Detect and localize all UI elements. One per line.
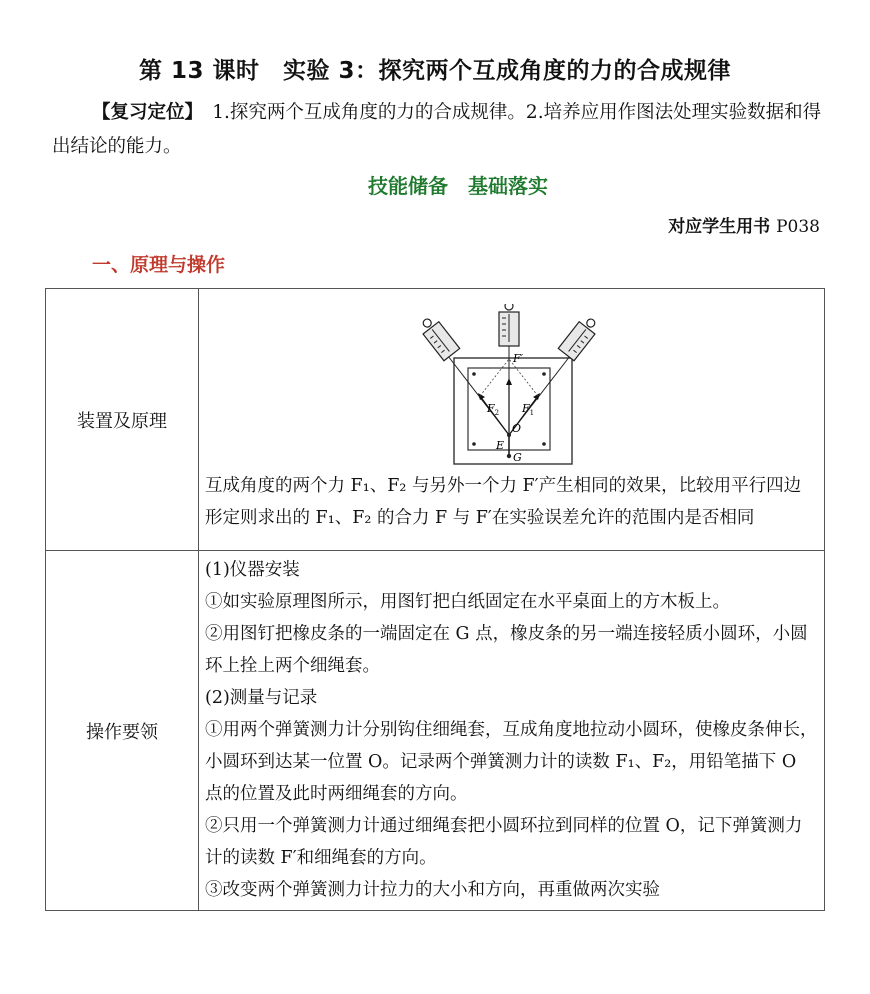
operation-line: ②只用一个弹簧测力计通过细绳套把小圆环拉到同样的位置 O，记下弹簧测力计的读数 F′和细绳套的方向。 [205,815,803,868]
page-title: 第 13 课时 实验 3：探究两个互成角度的力的合成规律 [138,58,732,84]
row-label-apparatus: 装置及原理 [46,289,199,551]
label-f2-sub: 2 [494,408,499,417]
label-f2: F [486,401,495,415]
table-row [46,289,825,551]
label-f1-sub: 1 [529,408,534,417]
operation-line: ①用两个弹簧测力计分别钩住细绳套，互成角度地拉动小圆环，使橡皮条伸长，小圆环到达某一位置 O。记录两个弹簧测力计的读数 F₁、F₂，用铅笔描下 O 点的位置及此时两细绳套的方向。 [205,719,818,804]
spring-scale-top [499,304,519,346]
operation-cell [199,551,825,911]
review-positioning [52,96,824,164]
label-o: O [511,421,521,435]
label-f-prime: F′ [512,351,523,365]
experiment-diagram [412,304,612,470]
point-g [506,453,510,457]
operation-line: ①如实验原理图所示，用图钉把白纸固定在水平桌面上的方木板上。 [205,591,730,612]
review-text: 1.探究两个互成角度的力的合成规律。2.培养应用作图法处理实验数据和得出结论的能力。 [52,102,822,157]
spring-scale-right [558,313,601,360]
label-f1: F [521,401,530,415]
table-row [46,551,825,911]
section-title: 技能储备 基础落实 [368,174,548,198]
principle-text: 互成角度的两个力 F₁、F₂ 与另外一个力 F′产生相同的效果，比较用平行四边形定则求出的 F₁、F₂ 的合力 F 与 F′在实验误差允许的范围内是否相同 [205,475,802,528]
ref-code: P038 [776,217,820,237]
label-e: E [495,438,504,452]
operation-line: (2)测量与记录 [205,687,318,708]
apparatus-cell [199,289,825,551]
row-label-operation: 操作要领 [46,551,199,911]
point-o [507,433,511,437]
label-g: G [512,450,522,464]
operation-line: ③改变两个弹簧测力计拉力的大小和方向，再重做两次实验 [205,879,660,900]
spring-scale-left [416,313,459,360]
book-reference [668,212,820,237]
section-heading: 一、原理与操作 [92,254,226,276]
review-tag: 【复习定位】 [92,102,194,123]
principle-table [45,288,825,911]
operation-line: ②用图钉把橡皮条的一端固定在 G 点，橡皮条的另一端连接轻质小圆环，小圆环上拴上两个细绳套。 [205,623,808,676]
operation-line: (1)仪器安装 [205,559,300,580]
ref-label: 对应学生用书 [668,217,771,237]
